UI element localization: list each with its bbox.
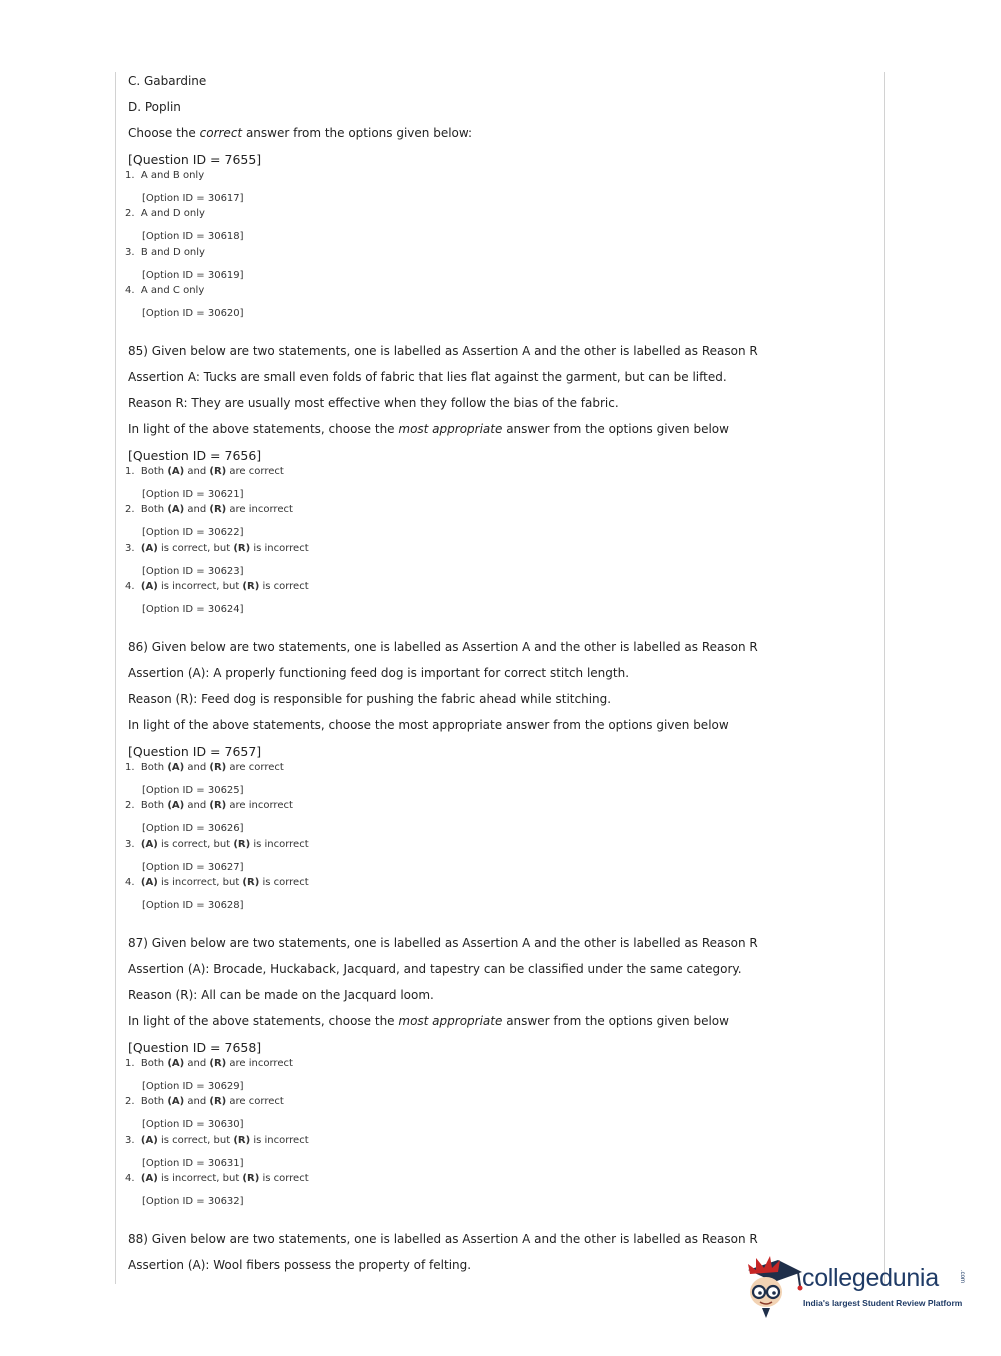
- assertion-text: Assertion (A): Wool fibers possess the property of felting.: [128, 1258, 472, 1272]
- option-item: 3. (A) is correct, but (R) is incorrect: [125, 1135, 309, 1146]
- instruction-text: Choose the correct answer from the options given below:: [128, 126, 473, 140]
- option-item: 2. A and D only: [125, 208, 205, 219]
- option-item: 1. Both (A) and (R) are incorrect: [125, 1058, 293, 1069]
- option-item: 1. A and B only: [125, 170, 205, 181]
- logo-com-suffix: .com: [959, 1270, 965, 1284]
- option-id: [Option ID = 30623]: [142, 566, 244, 577]
- option-item: 4. (A) is incorrect, but (R) is correct: [125, 877, 309, 888]
- question-heading: 88) Given below are two statements, one is labelled as Assertion A and the other is labelled as Reason R: [128, 1232, 758, 1246]
- question-id: [Question ID = 7658]: [128, 1040, 262, 1055]
- option-id: [Option ID = 30627]: [142, 862, 244, 873]
- question-heading: 86) Given below are two statements, one is labelled as Assertion A and the other is labelled as Reason R: [128, 640, 758, 654]
- instruction-text: In light of the above statements, choose the most appropriate answer from the options given below: [128, 422, 729, 436]
- option-item: 1. Both (A) and (R) are correct: [125, 762, 284, 773]
- option-id: [Option ID = 30631]: [142, 1158, 244, 1169]
- option-item: 3. (A) is correct, but (R) is incorrect: [125, 839, 309, 850]
- option-id: [Option ID = 30625]: [142, 785, 244, 796]
- option-item: 4. (A) is incorrect, but (R) is correct: [125, 581, 309, 592]
- reason-text: Reason (R): All can be made on the Jacquard loom.: [128, 988, 434, 1002]
- option-id: [Option ID = 30622]: [142, 527, 244, 538]
- instruction-text: In light of the above statements, choose the most appropriate answer from the options given below: [128, 1014, 729, 1028]
- option-id: [Option ID = 30617]: [142, 193, 244, 204]
- option-id: [Option ID = 30619]: [142, 270, 244, 281]
- option-item: 3. B and D only: [125, 247, 205, 258]
- option-c-gabardine: C. Gabardine: [128, 74, 207, 88]
- logo-tagline: India's largest Student Review Platform: [803, 1298, 963, 1308]
- option-id: [Option ID = 30632]: [142, 1196, 244, 1207]
- question-heading: 85) Given below are two statements, one is labelled as Assertion A and the other is labelled as Reason R: [128, 344, 758, 358]
- instruction-text: In light of the above statements, choose the most appropriate answer from the options given below: [128, 718, 729, 732]
- option-id: [Option ID = 30620]: [142, 308, 244, 319]
- option-item: 2. Both (A) and (R) are correct: [125, 1096, 284, 1107]
- question-id: [Question ID = 7657]: [128, 744, 262, 759]
- reason-text: Reason (R): Feed dog is responsible for pushing the fabric ahead while stitching.: [128, 692, 612, 706]
- option-id: [Option ID = 30624]: [142, 604, 244, 615]
- assertion-text: Assertion (A): A properly functioning feed dog is important for correct stitch length.: [128, 666, 630, 680]
- option-id: [Option ID = 30629]: [142, 1081, 244, 1092]
- option-item: 4. (A) is incorrect, but (R) is correct: [125, 1173, 309, 1184]
- option-d-poplin: D. Poplin: [128, 100, 181, 114]
- mascot-icon: [742, 1250, 804, 1320]
- question-id: [Question ID = 7655]: [128, 152, 262, 167]
- option-item: 3. (A) is correct, but (R) is incorrect: [125, 543, 309, 554]
- logo-wordmark: collegedunia: [802, 1264, 939, 1292]
- question-id: [Question ID = 7656]: [128, 448, 262, 463]
- option-item: 2. Both (A) and (R) are incorrect: [125, 800, 293, 811]
- option-item: 2. Both (A) and (R) are incorrect: [125, 504, 293, 515]
- reason-text: Reason R: They are usually most effective when they follow the bias of the fabric.: [128, 396, 619, 410]
- option-id: [Option ID = 30628]: [142, 900, 244, 911]
- option-item: 4. A and C only: [125, 285, 205, 296]
- assertion-text: Assertion (A): Brocade, Huckaback, Jacquard, and tapestry can be classified under the same category.: [128, 962, 742, 976]
- option-id: [Option ID = 30626]: [142, 823, 244, 834]
- collegedunia-logo[interactable]: [742, 1250, 972, 1320]
- assertion-text: Assertion A: Tucks are small even folds of fabric that lies flat against the garment, but can be lifted.: [128, 370, 727, 384]
- option-item: 1. Both (A) and (R) are correct: [125, 466, 284, 477]
- option-id: [Option ID = 30630]: [142, 1119, 244, 1130]
- question-heading: 87) Given below are two statements, one is labelled as Assertion A and the other is labelled as Reason R: [128, 936, 758, 950]
- option-id: [Option ID = 30618]: [142, 231, 244, 242]
- option-id: [Option ID = 30621]: [142, 489, 244, 500]
